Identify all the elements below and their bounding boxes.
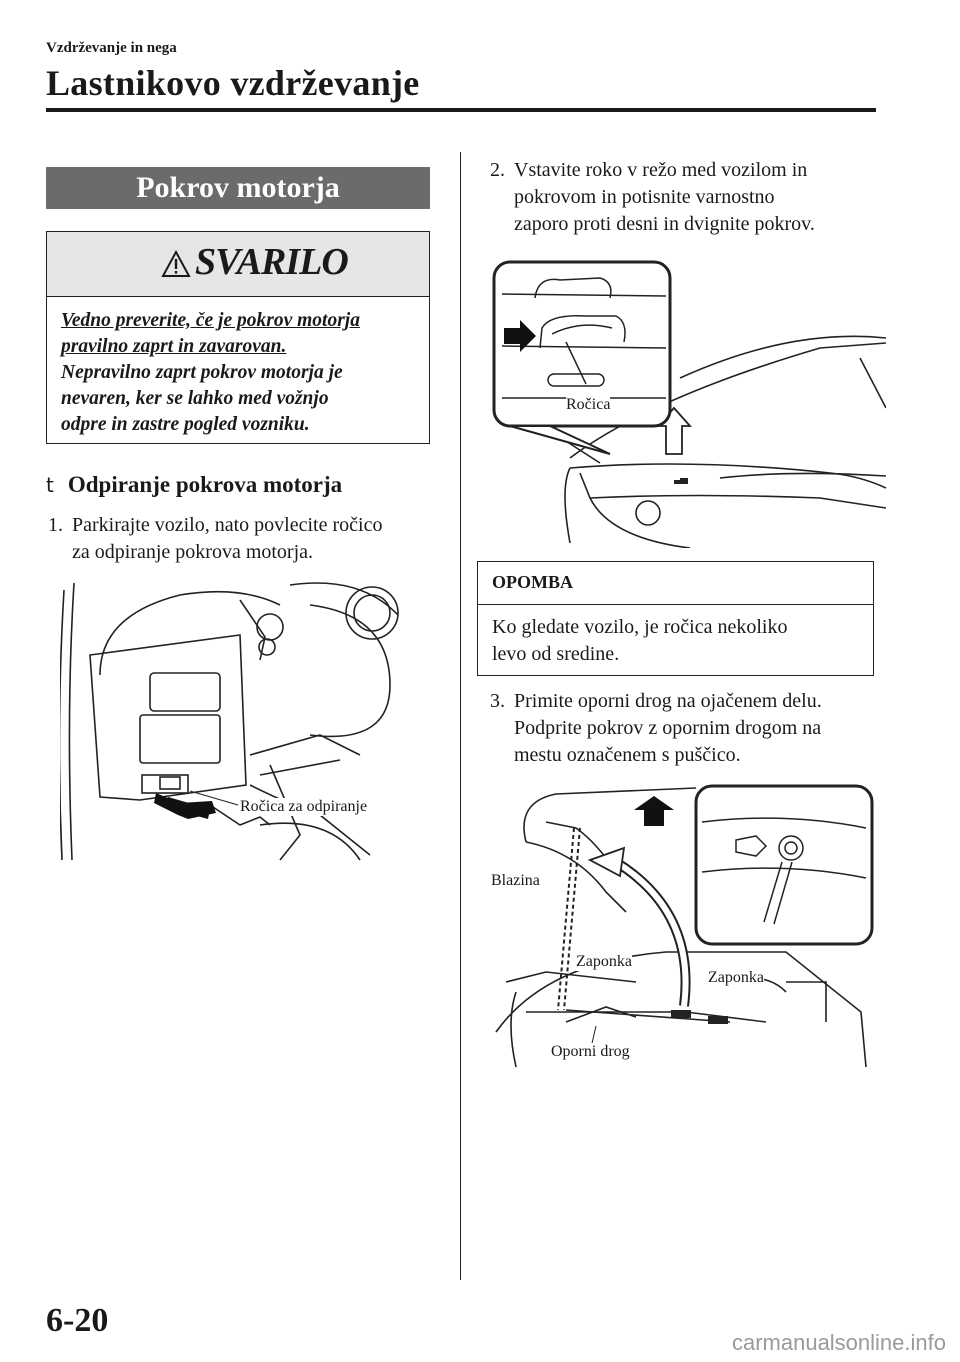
hood-latch-illustration <box>490 258 886 548</box>
figure-label-clip: Zaponka <box>708 969 764 986</box>
step-text: zaporo proti desni in dvignite pokrov. <box>514 213 815 235</box>
step-number: 3. <box>490 690 505 712</box>
step-number: 1. <box>48 514 63 536</box>
title-rule <box>46 108 876 112</box>
figure-label-latch-lever: Ročica <box>566 396 611 413</box>
step-text: pokrovom in potisnite varnostno <box>514 186 775 208</box>
step-text: Parkirajte vozilo, nato povlecite ročico <box>72 514 383 536</box>
support-rod-illustration <box>486 782 876 1072</box>
figure-label-release-lever: Ročica za odpiranje <box>240 798 368 815</box>
warning-title: SVARILO <box>195 241 348 283</box>
step-text: Podprite pokrov z opornim drogom na <box>514 717 822 739</box>
subsection-heading <box>46 472 342 498</box>
column-divider <box>460 152 461 1280</box>
step-2 <box>490 157 890 238</box>
note-line: Ko gledate vozilo, je ročica nekoliko <box>492 616 788 638</box>
breadcrumb: Vzdrževanje in nega <box>46 40 177 56</box>
warning-line: Nepravilno zaprt pokrov motorja je <box>61 362 343 383</box>
warning-line: Vedno preverite, če je pokrov motorja <box>61 310 360 331</box>
page-title: Lastnikovo vzdrževanje <box>46 63 420 103</box>
note-box <box>477 561 874 676</box>
warning-box <box>46 231 430 444</box>
warning-line: odpre in zastre pogled vozniku. <box>61 414 310 435</box>
step-1 <box>48 512 448 566</box>
section-banner: Pokrov motorja <box>46 167 430 209</box>
warning-header <box>47 232 429 297</box>
section-bullet-icon: t <box>46 473 54 497</box>
warning-line: pravilno zaprt in zavarovan. <box>61 336 287 357</box>
figure-label-cushion: Blazina <box>491 872 540 889</box>
note-body <box>492 614 862 668</box>
warning-line: nevaren, ker se lahko med vožnjo <box>61 388 329 409</box>
step-3 <box>490 688 890 769</box>
figure-label-clip: Zaponka <box>576 953 632 970</box>
note-header <box>478 562 873 605</box>
step-text: mestu označenem s puščico. <box>514 744 741 766</box>
note-title: OPOMBA <box>492 572 573 592</box>
warning-body <box>61 308 421 438</box>
watermark: carmanualsonline.info <box>731 1330 946 1355</box>
step-text: za odpiranje pokrova motorja. <box>72 541 314 563</box>
hood-release-illustration <box>60 575 400 865</box>
subsection-title: Odpiranje pokrova motorja <box>67 472 343 497</box>
figure-label-support-rod: Oporni drog <box>551 1043 630 1060</box>
note-line: levo od sredine. <box>492 643 620 665</box>
warning-triangle-icon <box>161 250 191 278</box>
step-text: Vstavite roko v režo med vozilom in <box>514 159 808 181</box>
step-text: Primite oporni drog na ojačenem delu. <box>514 690 822 712</box>
page-number: 6-20 <box>46 1302 109 1339</box>
step-number: 2. <box>490 159 505 181</box>
